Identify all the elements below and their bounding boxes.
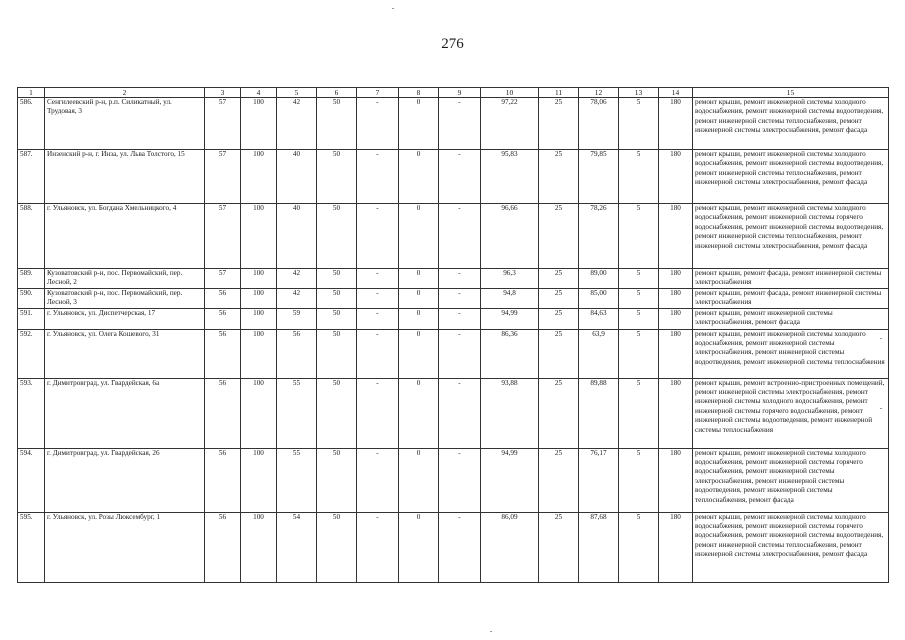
value-cell-c10: 94,8: [481, 288, 539, 308]
value-cell-c8: 0: [399, 98, 439, 150]
works-cell: ремонт крыши, ремонт инженерной системы холодного водоснабжения, ремонт инженерной системы горячего водоснабжения, ремонт инженерной системы водоотведения, ремонт инженерной системы теплоснабжения, ремонт инженерной системы электроснабжения, ремонт фасада: [693, 204, 889, 269]
value-cell-c13: 5: [619, 329, 659, 378]
value-cell-c14: 180: [659, 448, 693, 512]
value-cell-c11: 25: [539, 98, 579, 150]
value-cell-c10: 95,83: [481, 150, 539, 204]
value-cell-c8: 0: [399, 308, 439, 329]
value-cell-c12: 79,85: [579, 150, 619, 204]
table-row: [18, 512, 889, 582]
value-cell-c3: 57: [205, 204, 241, 269]
value-cell-c8: 0: [399, 288, 439, 308]
page-number: 276: [441, 36, 464, 52]
address-cell: Инзенский р-н, г. Инза, ул. Льва Толстого, 15: [45, 150, 205, 204]
value-cell-c8: 0: [399, 329, 439, 378]
address-cell: г. Ульяновск, ул. Богдана Хмельницкого, 4: [45, 204, 205, 269]
column-header-14: 14: [659, 88, 693, 98]
value-cell-c3: 56: [205, 378, 241, 448]
value-cell-c3: 56: [205, 329, 241, 378]
table-row: [18, 269, 889, 289]
value-cell-c13: 5: [619, 378, 659, 448]
value-cell-c11: 25: [539, 378, 579, 448]
address-cell: г. Ульяновск, ул. Розы Люксембург, 1: [45, 512, 205, 582]
value-cell-c11: 25: [539, 308, 579, 329]
table-row: [18, 308, 889, 329]
row-number: 587.: [18, 150, 45, 204]
value-cell-c10: 86,36: [481, 329, 539, 378]
value-cell-c11: 25: [539, 288, 579, 308]
value-cell-c12: 87,68: [579, 512, 619, 582]
scan-speck: [880, 338, 882, 339]
works-cell: ремонт крыши, ремонт инженерной системы электроснабжения, ремонт фасада: [693, 308, 889, 329]
scan-speck: [490, 631, 492, 632]
works-cell: ремонт крыши, ремонт инженерной системы холодного водоснабжения, ремонт инженерной системы горячего водоснабжения, ремонт инженерной системы электроснабжения, ремонт инженерной системы водоотведения, ремонт инженерной системы теплоснабжения, ремонт фасада: [693, 448, 889, 512]
table-row: [18, 288, 889, 308]
value-cell-c6: 50: [317, 150, 357, 204]
value-cell-c6: 50: [317, 288, 357, 308]
value-cell-c9: -: [439, 288, 481, 308]
scan-speck: [880, 408, 882, 409]
value-cell-c7: -: [357, 512, 399, 582]
table-row: [18, 150, 889, 204]
value-cell-c13: 5: [619, 204, 659, 269]
value-cell-c5: 40: [277, 204, 317, 269]
value-cell-c13: 5: [619, 150, 659, 204]
value-cell-c13: 5: [619, 448, 659, 512]
row-number: 588.: [18, 204, 45, 269]
row-number: 593.: [18, 378, 45, 448]
works-cell: ремонт крыши, ремонт инженерной системы холодного водоснабжения, ремонт инженерной системы водоотведения, ремонт инженерной системы теплоснабжения, ремонт инженерной системы электроснабжения, ремонт фасада: [693, 98, 889, 150]
value-cell-c5: 54: [277, 512, 317, 582]
value-cell-c14: 180: [659, 150, 693, 204]
value-cell-c7: -: [357, 448, 399, 512]
value-cell-c5: 56: [277, 329, 317, 378]
value-cell-c11: 25: [539, 269, 579, 289]
value-cell-c10: 94,99: [481, 308, 539, 329]
value-cell-c12: 85,00: [579, 288, 619, 308]
value-cell-c12: 78,06: [579, 98, 619, 150]
value-cell-c4: 100: [241, 288, 277, 308]
value-cell-c4: 100: [241, 329, 277, 378]
value-cell-c4: 100: [241, 448, 277, 512]
value-cell-c3: 57: [205, 150, 241, 204]
value-cell-c8: 0: [399, 204, 439, 269]
column-header-15: 15: [693, 88, 889, 98]
value-cell-c12: 78,26: [579, 204, 619, 269]
column-header-7: 7: [357, 88, 399, 98]
works-cell: ремонт крыши, ремонт инженерной системы холодного водоснабжения, ремонт инженерной системы электроснабжения, ремонт инженерной системы водоотведения, ремонт инженерной системы теплоснабжения: [693, 329, 889, 378]
column-header-8: 8: [399, 88, 439, 98]
value-cell-c10: 86,09: [481, 512, 539, 582]
value-cell-c11: 25: [539, 204, 579, 269]
value-cell-c6: 50: [317, 378, 357, 448]
address-cell: Кузоватовский р-н, пос. Первомайский, пер. Лесной, 3: [45, 288, 205, 308]
value-cell-c3: 57: [205, 269, 241, 289]
value-cell-c12: 76,17: [579, 448, 619, 512]
value-cell-c4: 100: [241, 98, 277, 150]
value-cell-c5: 40: [277, 150, 317, 204]
value-cell-c14: 180: [659, 512, 693, 582]
value-cell-c13: 5: [619, 308, 659, 329]
value-cell-c6: 50: [317, 329, 357, 378]
value-cell-c9: -: [439, 204, 481, 269]
value-cell-c7: -: [357, 204, 399, 269]
value-cell-c4: 100: [241, 204, 277, 269]
value-cell-c8: 0: [399, 150, 439, 204]
address-cell: г. Димитровград, ул. Гвардейская, 6а: [45, 378, 205, 448]
address-cell: г. Ульяновск, ул. Диспетчерская, 17: [45, 308, 205, 329]
value-cell-c8: 0: [399, 512, 439, 582]
value-cell-c13: 5: [619, 288, 659, 308]
address-cell: Кузоватовский р-н, пос. Первомайский, пер. Лесной, 2: [45, 269, 205, 289]
row-number: 594.: [18, 448, 45, 512]
address-cell: г. Ульяновск, ул. Олега Кошевого, 31: [45, 329, 205, 378]
column-header-12: 12: [579, 88, 619, 98]
value-cell-c4: 100: [241, 150, 277, 204]
header-row: [18, 88, 889, 98]
value-cell-c3: 56: [205, 288, 241, 308]
value-cell-c5: 59: [277, 308, 317, 329]
value-cell-c5: 55: [277, 448, 317, 512]
value-cell-c10: 94,99: [481, 448, 539, 512]
works-cell: ремонт крыши, ремонт инженерной системы холодного водоснабжения, ремонт инженерной системы горячего водоснабжения, ремонт инженерной системы водоотведения, ремонт инженерной системы теплоснабжения, ремонт инженерной системы электроснабжения, ремонт фасада: [693, 512, 889, 582]
value-cell-c12: 84,63: [579, 308, 619, 329]
value-cell-c8: 0: [399, 378, 439, 448]
value-cell-c14: 180: [659, 288, 693, 308]
value-cell-c4: 100: [241, 308, 277, 329]
value-cell-c11: 25: [539, 150, 579, 204]
value-cell-c14: 180: [659, 98, 693, 150]
value-cell-c6: 50: [317, 98, 357, 150]
value-cell-c7: -: [357, 329, 399, 378]
value-cell-c10: 93,88: [481, 378, 539, 448]
value-cell-c12: 89,88: [579, 378, 619, 448]
column-header-3: 3: [205, 88, 241, 98]
value-cell-c14: 180: [659, 308, 693, 329]
value-cell-c3: 56: [205, 448, 241, 512]
value-cell-c3: 57: [205, 98, 241, 150]
column-header-5: 5: [277, 88, 317, 98]
column-header-10: 10: [481, 88, 539, 98]
value-cell-c6: 50: [317, 308, 357, 329]
value-cell-c7: -: [357, 269, 399, 289]
table-row: [18, 329, 889, 378]
value-cell-c6: 50: [317, 512, 357, 582]
value-cell-c4: 100: [241, 269, 277, 289]
column-header-4: 4: [241, 88, 277, 98]
value-cell-c10: 96,66: [481, 204, 539, 269]
value-cell-c5: 55: [277, 378, 317, 448]
value-cell-c3: 56: [205, 512, 241, 582]
value-cell-c13: 5: [619, 269, 659, 289]
value-cell-c14: 180: [659, 269, 693, 289]
value-cell-c6: 50: [317, 448, 357, 512]
value-cell-c12: 89,00: [579, 269, 619, 289]
column-header-11: 11: [539, 88, 579, 98]
value-cell-c12: 63,9: [579, 329, 619, 378]
value-cell-c14: 180: [659, 204, 693, 269]
works-cell: ремонт крыши, ремонт инженерной системы холодного водоснабжения, ремонт инженерной системы водоотведения, ремонт инженерной системы теплоснабжения, ремонт инженерной системы электроснабжения, ремонт фасада: [693, 150, 889, 204]
capital-repair-table: [17, 87, 889, 583]
row-number: 589.: [18, 269, 45, 289]
value-cell-c5: 42: [277, 98, 317, 150]
row-number: 590.: [18, 288, 45, 308]
address-cell: Сенгилеевский р-н, р.п. Силикатный, ул. Трудовая, 3: [45, 98, 205, 150]
value-cell-c6: 50: [317, 204, 357, 269]
value-cell-c7: -: [357, 378, 399, 448]
value-cell-c14: 180: [659, 329, 693, 378]
value-cell-c5: 42: [277, 288, 317, 308]
value-cell-c9: -: [439, 150, 481, 204]
value-cell-c4: 100: [241, 378, 277, 448]
value-cell-c13: 5: [619, 512, 659, 582]
value-cell-c13: 5: [619, 98, 659, 150]
row-number: 595.: [18, 512, 45, 582]
table-row: [18, 448, 889, 512]
table-body: [18, 98, 889, 583]
table-row: [18, 98, 889, 150]
value-cell-c9: -: [439, 448, 481, 512]
table-row: [18, 204, 889, 269]
scan-speck: [392, 8, 394, 9]
value-cell-c9: -: [439, 98, 481, 150]
row-number: 591.: [18, 308, 45, 329]
value-cell-c5: 42: [277, 269, 317, 289]
value-cell-c11: 25: [539, 512, 579, 582]
value-cell-c14: 180: [659, 378, 693, 448]
column-header-6: 6: [317, 88, 357, 98]
value-cell-c6: 50: [317, 269, 357, 289]
column-header-9: 9: [439, 88, 481, 98]
works-cell: ремонт крыши, ремонт фасада, ремонт инженерной системы электроснабжения: [693, 288, 889, 308]
value-cell-c9: -: [439, 308, 481, 329]
value-cell-c9: -: [439, 378, 481, 448]
works-cell: ремонт крыши, ремонт фасада, ремонт инженерной системы электроснабжения: [693, 269, 889, 289]
row-number: 586.: [18, 98, 45, 150]
value-cell-c9: -: [439, 269, 481, 289]
value-cell-c8: 0: [399, 448, 439, 512]
column-header-1: 1: [18, 88, 45, 98]
address-cell: г. Димитровград, ул. Гвардейская, 26: [45, 448, 205, 512]
table-row: [18, 378, 889, 448]
column-header-13: 13: [619, 88, 659, 98]
value-cell-c7: -: [357, 308, 399, 329]
works-cell: ремонт крыши, ремонт встроенно-пристроенных помещений, ремонт инженерной системы электроснабжения, ремонт инженерной системы холодного водоснабжения, ремонт инженерной системы горячего водоснабжения, ремонт инженерной системы водоотведения, ремонт инженерной системы теплоснабжения: [693, 378, 889, 448]
column-header-2: 2: [45, 88, 205, 98]
value-cell-c11: 25: [539, 329, 579, 378]
value-cell-c7: -: [357, 150, 399, 204]
value-cell-c8: 0: [399, 269, 439, 289]
value-cell-c3: 56: [205, 308, 241, 329]
value-cell-c10: 96,3: [481, 269, 539, 289]
value-cell-c4: 100: [241, 512, 277, 582]
value-cell-c9: -: [439, 512, 481, 582]
value-cell-c11: 25: [539, 448, 579, 512]
value-cell-c9: -: [439, 329, 481, 378]
row-number: 592.: [18, 329, 45, 378]
value-cell-c7: -: [357, 98, 399, 150]
value-cell-c10: 97,22: [481, 98, 539, 150]
value-cell-c7: -: [357, 288, 399, 308]
